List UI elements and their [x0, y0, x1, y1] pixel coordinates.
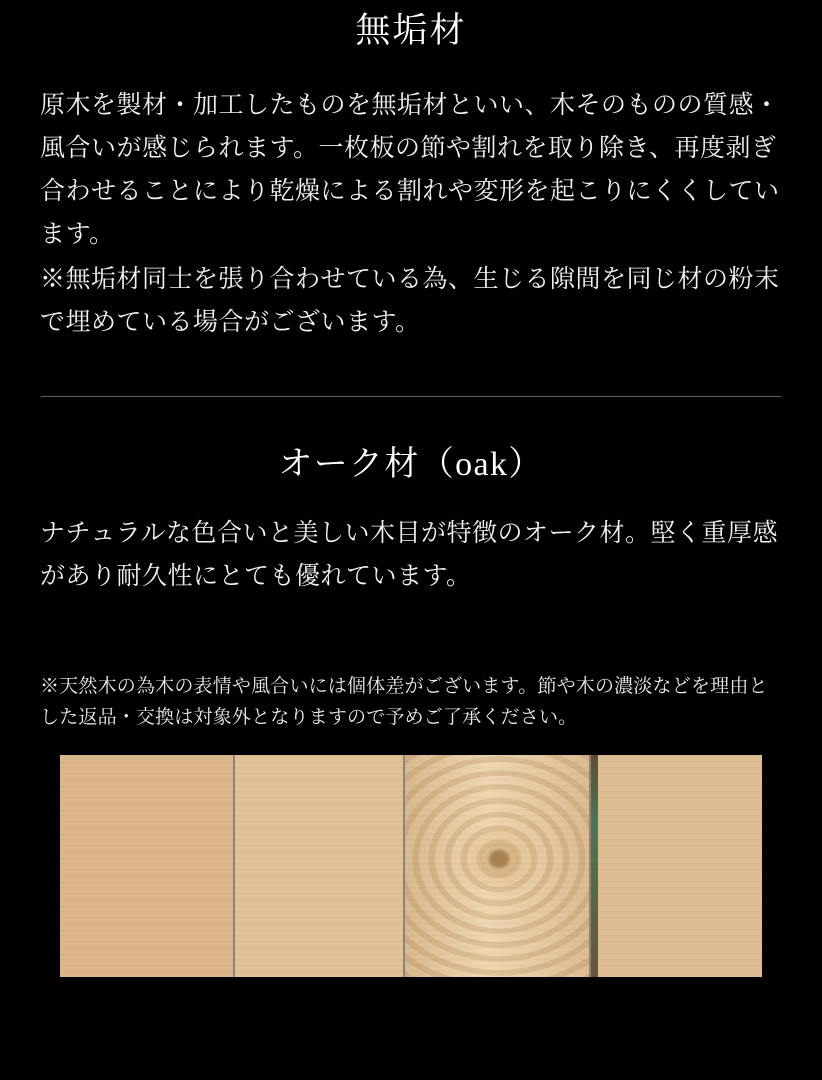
solid-wood-description: 原木を製材・加工したものを無垢材といい、木そのものの質感・風合いが感じられます。一枚板の節や割れを取り除き、再度剥ぎ合わせることにより乾燥による割れや変形を起こりにくくしています。: [40, 92, 780, 248]
natural-wood-disclaimer: ※天然木の為木の表情や風合いには個体差がございます。節や木の濃淡などを理由とした返品・交換は対象外となりますので予めご了承ください。: [40, 675, 768, 728]
wood-plank-1: [60, 755, 233, 977]
section-divider: [41, 396, 781, 397]
page-title: 無垢材: [355, 11, 467, 50]
oak-description: ナチュラルな色合いと美しい木目が特徴のオーク材。堅く重厚感があり耐久性にとても優れています。: [40, 519, 779, 590]
oak-section-title: オーク材（oak）: [278, 446, 544, 483]
wood-plank-4: [591, 755, 762, 977]
plank-edge-detail: [591, 755, 598, 977]
wood-plank-2: [235, 755, 404, 977]
solid-wood-note: ※無垢材同士を張り合わせている為、生じる隙間を同じ材の粉末で埋めている場合がございます。: [40, 266, 780, 336]
oak-sample-image: [60, 755, 762, 977]
wood-plank-3: [405, 755, 589, 977]
